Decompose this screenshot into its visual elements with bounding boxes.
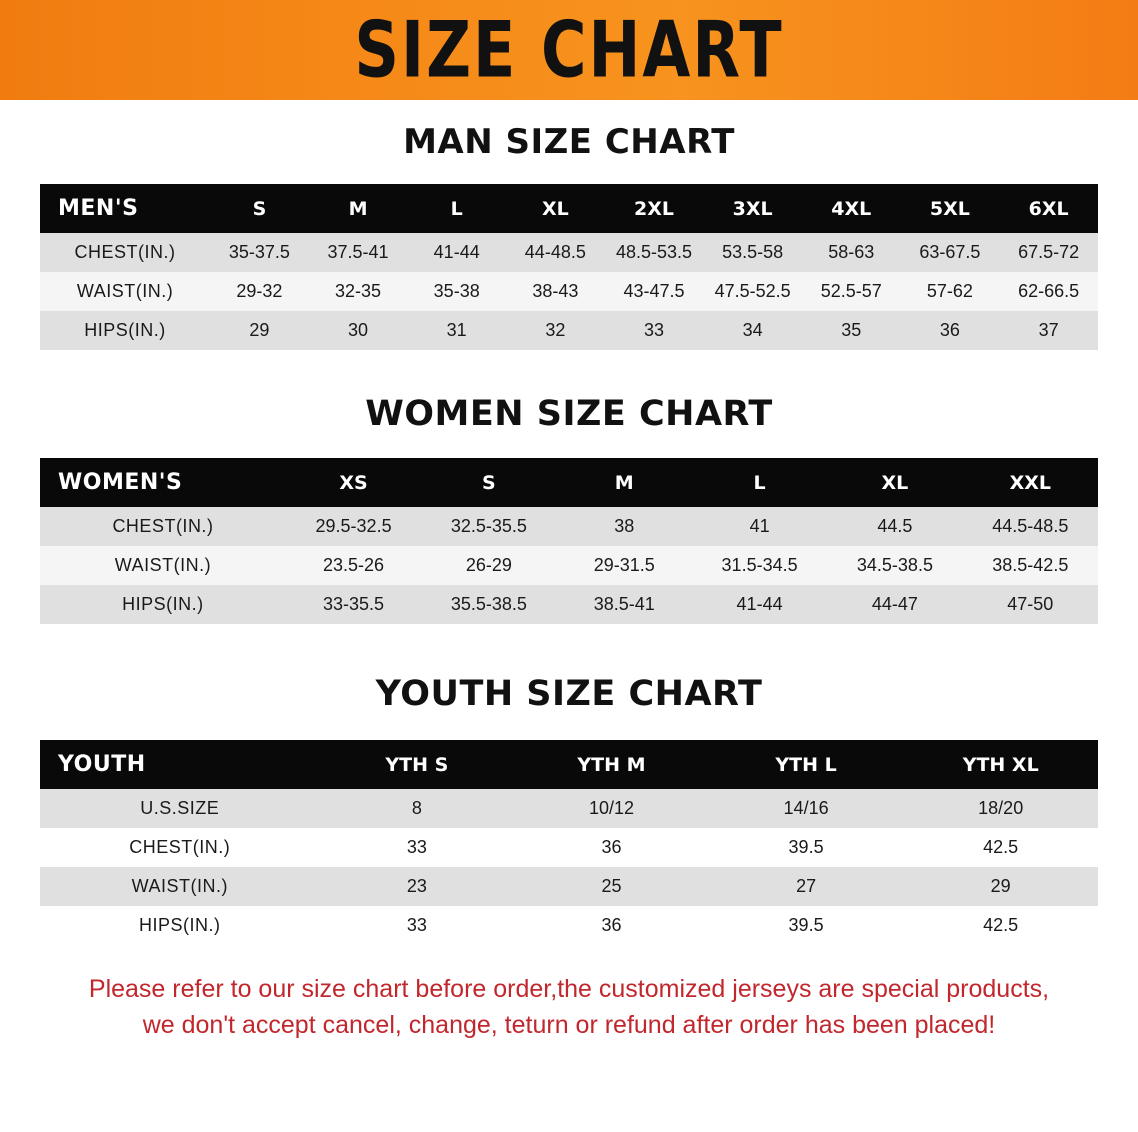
table-row	[40, 789, 1098, 828]
table-cell: 37.5-41	[309, 233, 408, 272]
youth-header-label: YOUTH	[40, 740, 320, 789]
policy-note	[34, 971, 1104, 1044]
table-cell: 32	[506, 311, 605, 350]
table-cell: 35.5-38.5	[421, 585, 556, 624]
table-cell: 38-43	[506, 272, 605, 311]
table-cell: 48.5-53.5	[605, 233, 704, 272]
table-row	[40, 311, 1098, 350]
table-cell: 41	[692, 507, 827, 546]
women-header-size: S	[421, 458, 556, 507]
youth-header-size: YTH S	[320, 740, 515, 789]
table-cell: 31.5-34.5	[692, 546, 827, 585]
row-label: WAIST(IN.)	[40, 546, 286, 585]
women-header-size: M	[557, 458, 692, 507]
table-cell: 38.5-42.5	[963, 546, 1098, 585]
table-cell: 8	[320, 789, 515, 828]
table-cell: 42.5	[903, 828, 1098, 867]
table-cell: 39.5	[709, 828, 904, 867]
table-cell: 18/20	[903, 789, 1098, 828]
table-row	[40, 906, 1098, 945]
table-cell: 33-35.5	[286, 585, 421, 624]
man-table-wrap	[40, 184, 1098, 350]
man-header-label: MEN'S	[40, 184, 210, 233]
table-cell: 23.5-26	[286, 546, 421, 585]
table-cell: 37	[999, 311, 1098, 350]
row-label: WAIST(IN.)	[40, 272, 210, 311]
row-label: CHEST(IN.)	[40, 507, 286, 546]
table-cell: 38.5-41	[557, 585, 692, 624]
man-header-size: M	[309, 184, 408, 233]
table-row	[40, 585, 1098, 624]
table-cell: 30	[309, 311, 408, 350]
table-row	[40, 233, 1098, 272]
youth-table-wrap	[40, 740, 1098, 945]
table-cell: 44.5	[827, 507, 962, 546]
women-table-wrap	[40, 458, 1098, 624]
table-cell: 33	[320, 828, 515, 867]
table-cell: 23	[320, 867, 515, 906]
man-header-size: XL	[506, 184, 605, 233]
women-size-table	[40, 458, 1098, 624]
table-cell: 63-67.5	[901, 233, 1000, 272]
table-cell: 62-66.5	[999, 272, 1098, 311]
row-label: WAIST(IN.)	[40, 867, 320, 906]
man-header-size: 4XL	[802, 184, 901, 233]
women-header-size: L	[692, 458, 827, 507]
table-cell: 31	[407, 311, 506, 350]
table-row	[40, 546, 1098, 585]
table-cell: 29.5-32.5	[286, 507, 421, 546]
table-cell: 29-32	[210, 272, 309, 311]
table-cell: 32.5-35.5	[421, 507, 556, 546]
table-cell: 41-44	[407, 233, 506, 272]
table-cell: 35-38	[407, 272, 506, 311]
table-cell: 29	[210, 311, 309, 350]
table-row	[40, 867, 1098, 906]
table-cell: 44-47	[827, 585, 962, 624]
table-cell: 33	[605, 311, 704, 350]
table-cell: 33	[320, 906, 515, 945]
man-section-heading: MAN SIZE CHART	[403, 122, 735, 162]
page-banner	[0, 0, 1138, 100]
youth-header-size: YTH XL	[903, 740, 1098, 789]
table-cell: 44.5-48.5	[963, 507, 1098, 546]
table-row	[40, 507, 1098, 546]
table-cell: 26-29	[421, 546, 556, 585]
table-cell: 39.5	[709, 906, 904, 945]
row-label: HIPS(IN.)	[40, 311, 210, 350]
table-cell: 34.5-38.5	[827, 546, 962, 585]
table-cell: 32-35	[309, 272, 408, 311]
table-cell: 36	[514, 906, 709, 945]
table-cell: 58-63	[802, 233, 901, 272]
table-cell: 43-47.5	[605, 272, 704, 311]
women-header-size: XXL	[963, 458, 1098, 507]
table-cell: 47.5-52.5	[703, 272, 802, 311]
man-header-size: 2XL	[605, 184, 704, 233]
table-row	[40, 828, 1098, 867]
table-cell: 42.5	[903, 906, 1098, 945]
youth-size-table	[40, 740, 1098, 945]
policy-note-line-1: Please refer to our size chart before order,the customized jerseys are special products,	[88, 975, 1050, 1003]
page-title: SIZE CHART	[354, 3, 784, 95]
man-header-size: S	[210, 184, 309, 233]
table-cell: 44-48.5	[506, 233, 605, 272]
women-header-label: WOMEN'S	[40, 458, 286, 507]
table-row	[40, 272, 1098, 311]
table-header-row	[40, 740, 1098, 789]
table-cell: 25	[514, 867, 709, 906]
table-cell: 29-31.5	[557, 546, 692, 585]
row-label: U.S.SIZE	[40, 789, 320, 828]
row-label: CHEST(IN.)	[40, 828, 320, 867]
table-cell: 47-50	[963, 585, 1098, 624]
man-header-size: 3XL	[703, 184, 802, 233]
table-cell: 53.5-58	[703, 233, 802, 272]
table-cell: 67.5-72	[999, 233, 1098, 272]
women-header-size: XL	[827, 458, 962, 507]
table-cell: 36	[901, 311, 1000, 350]
table-cell: 27	[709, 867, 904, 906]
row-label: HIPS(IN.)	[40, 585, 286, 624]
youth-section-heading: YOUTH SIZE CHART	[375, 674, 763, 714]
table-cell: 52.5-57	[802, 272, 901, 311]
row-label: HIPS(IN.)	[40, 906, 320, 945]
youth-header-size: YTH M	[514, 740, 709, 789]
table-header-row	[40, 184, 1098, 233]
table-cell: 29	[903, 867, 1098, 906]
table-cell: 36	[514, 828, 709, 867]
table-header-row	[40, 458, 1098, 507]
table-cell: 35-37.5	[210, 233, 309, 272]
table-cell: 34	[703, 311, 802, 350]
youth-header-size: YTH L	[709, 740, 904, 789]
table-cell: 41-44	[692, 585, 827, 624]
table-cell: 10/12	[514, 789, 709, 828]
man-size-table	[40, 184, 1098, 350]
man-header-size: L	[407, 184, 506, 233]
man-header-size: 5XL	[901, 184, 1000, 233]
table-cell: 14/16	[709, 789, 904, 828]
women-section-heading: WOMEN SIZE CHART	[365, 394, 773, 434]
man-header-size: 6XL	[999, 184, 1098, 233]
table-cell: 57-62	[901, 272, 1000, 311]
table-cell: 35	[802, 311, 901, 350]
policy-note-line-2: we don't accept cancel, change, teturn or refund after order has been placed!	[142, 1011, 996, 1040]
row-label: CHEST(IN.)	[40, 233, 210, 272]
women-header-size: XS	[286, 458, 421, 507]
table-cell: 38	[557, 507, 692, 546]
